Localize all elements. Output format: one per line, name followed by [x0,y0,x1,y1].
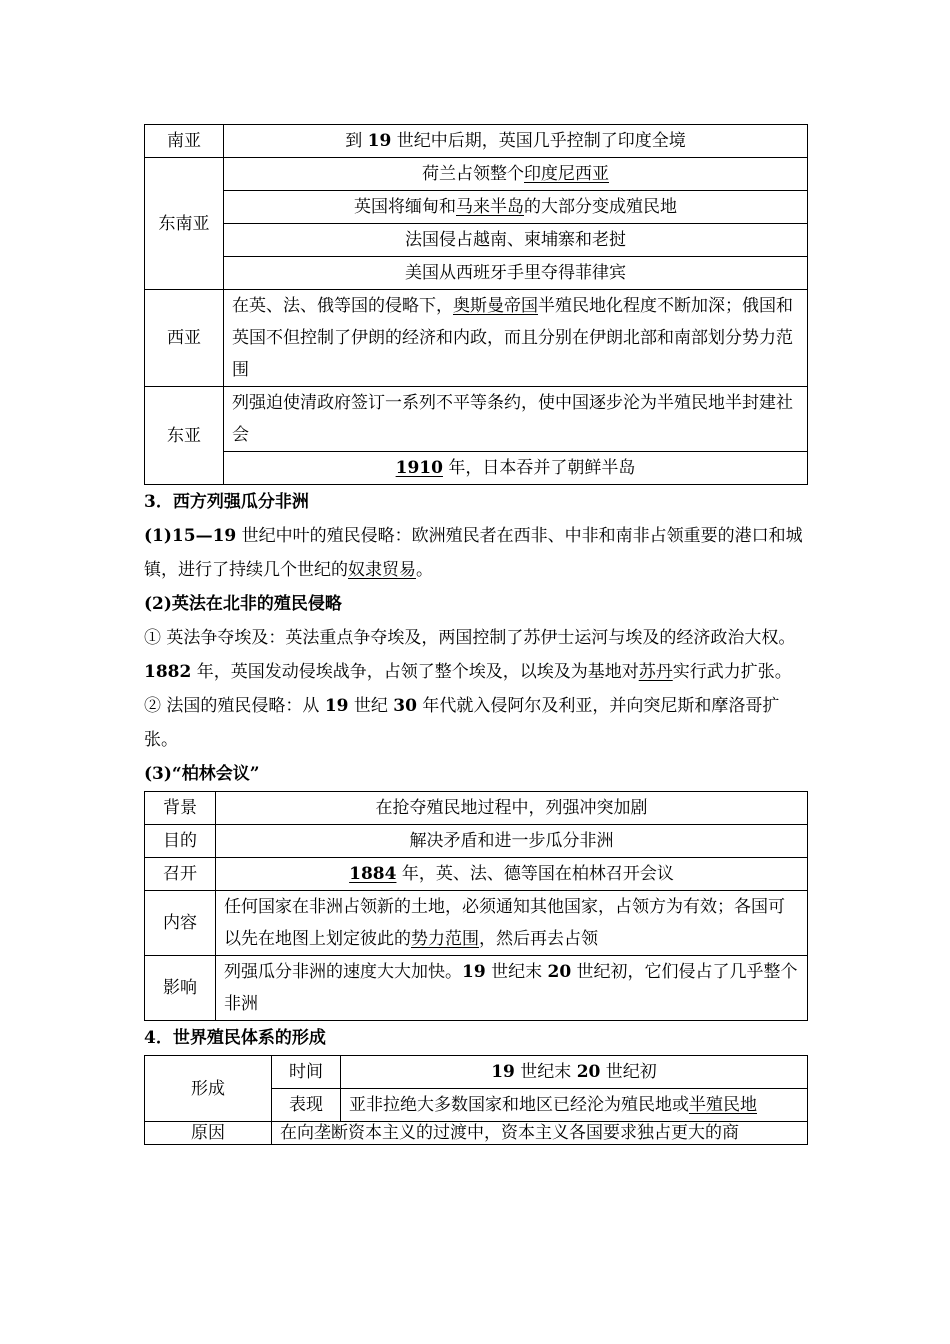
table-row [145,858,808,891]
table-row [145,1056,808,1089]
table-row [145,257,808,290]
reason-text: 在向垄断资本主义的过渡中，资本主义各国要求独占更大的商 [272,1122,808,1145]
section-3-heading: 3．西方列强瓜分非洲 [144,492,309,512]
manifestation-label: 表现 [272,1089,341,1122]
southeast-asia-detail-3: 法国侵占越南、柬埔寨和老挝 [224,224,808,257]
region-west-asia: 西亚 [145,290,224,387]
colonial-system-table [144,1055,808,1145]
convene-label: 召开 [145,858,216,891]
berlin-conference-table [144,791,808,1021]
time-label: 时间 [272,1056,341,1089]
table-row [145,452,808,485]
table-row [145,792,808,825]
table-row [145,290,808,387]
impact-text: 列强瓜分非洲的速度大大加快。19 世纪末 20 世纪初，它们侵占了几乎整个非洲 [216,956,808,1021]
region-east-asia: 东亚 [145,387,224,485]
region-south-asia: 南亚 [145,125,224,158]
southeast-asia-detail-4: 美国从西班牙手里夺得菲律宾 [224,257,808,290]
table-row [145,224,808,257]
table-row [145,125,808,158]
table-row [145,158,808,191]
convene-text: 1884 年，英、法、德等国在柏林召开会议 [216,858,808,891]
table-row [145,891,808,956]
section-3-paragraph-1: (1)15—19 世纪中叶的殖民侵略：欧洲殖民者在西非、中非和南非占领重要的港口和城镇，进行了持续几个世纪的奴隶贸易。 [144,526,803,580]
asia-colonization-table [144,124,808,485]
background-text: 在抢夺殖民地过程中，列强冲突加剧 [216,792,808,825]
formation-label: 形成 [145,1056,272,1122]
impact-label: 影响 [145,956,216,1021]
east-asia-detail-2: 1910 年，日本吞并了朝鲜半岛 [224,452,808,485]
section-4-heading: 4．世界殖民体系的形成 [144,1028,326,1048]
document-page [144,124,807,1145]
table-row [145,191,808,224]
region-southeast-asia: 东南亚 [145,158,224,290]
content-text: 任何国家在非洲占领新的土地，必须通知其他国家，占领方为有效；各国可以先在地图上划定彼此的势力范围，然后再去占领 [216,891,808,956]
goal-label: 目的 [145,825,216,858]
west-asia-detail: 在英、法、俄等国的侵略下，奥斯曼帝国半殖民地化程度不断加深；俄国和英国不但控制了伊朗的经济和内政，而且分别在伊朗北部和南部划分势力范围 [224,290,808,387]
section-3-paragraph-4: ② 法国的殖民侵略：从 19 世纪 30 年代就入侵阿尔及利亚，并向突尼斯和摩洛哥扩张。 [144,696,780,750]
table-row [145,825,808,858]
southeast-asia-detail-1: 荷兰占领整个印度尼西亚 [224,158,808,191]
east-asia-detail-1: 列强迫使清政府签订一系列不平等条约，使中国逐步沦为半殖民地半封建社会 [224,387,808,452]
background-label: 背景 [145,792,216,825]
content-label: 内容 [145,891,216,956]
south-asia-detail: 到 19 世纪中后期，英国几乎控制了印度全境 [224,125,808,158]
table-row [145,387,808,452]
southeast-asia-detail-2: 英国将缅甸和马来半岛的大部分变成殖民地 [224,191,808,224]
reason-label: 原因 [145,1122,272,1145]
section-3-subheading-3: (3)“柏林会议” [144,764,260,784]
table-row [145,1122,808,1145]
section-3-subheading-2: (2)英法在北非的殖民侵略 [144,594,342,614]
manifestation-text: 亚非拉绝大多数国家和地区已经沦为殖民地或半殖民地 [341,1089,808,1122]
time-text: 19 世纪末 20 世纪初 [341,1056,808,1089]
section-3-paragraph-3: ① 英法争夺埃及：英法重点争夺埃及，两国控制了苏伊士运河与埃及的经济政治大权。1882 年，英国发动侵埃战争，占领了整个埃及，以埃及为基地对苏丹实行武力扩张。 [144,628,796,682]
goal-text: 解决矛盾和进一步瓜分非洲 [216,825,808,858]
table-row [145,956,808,1021]
